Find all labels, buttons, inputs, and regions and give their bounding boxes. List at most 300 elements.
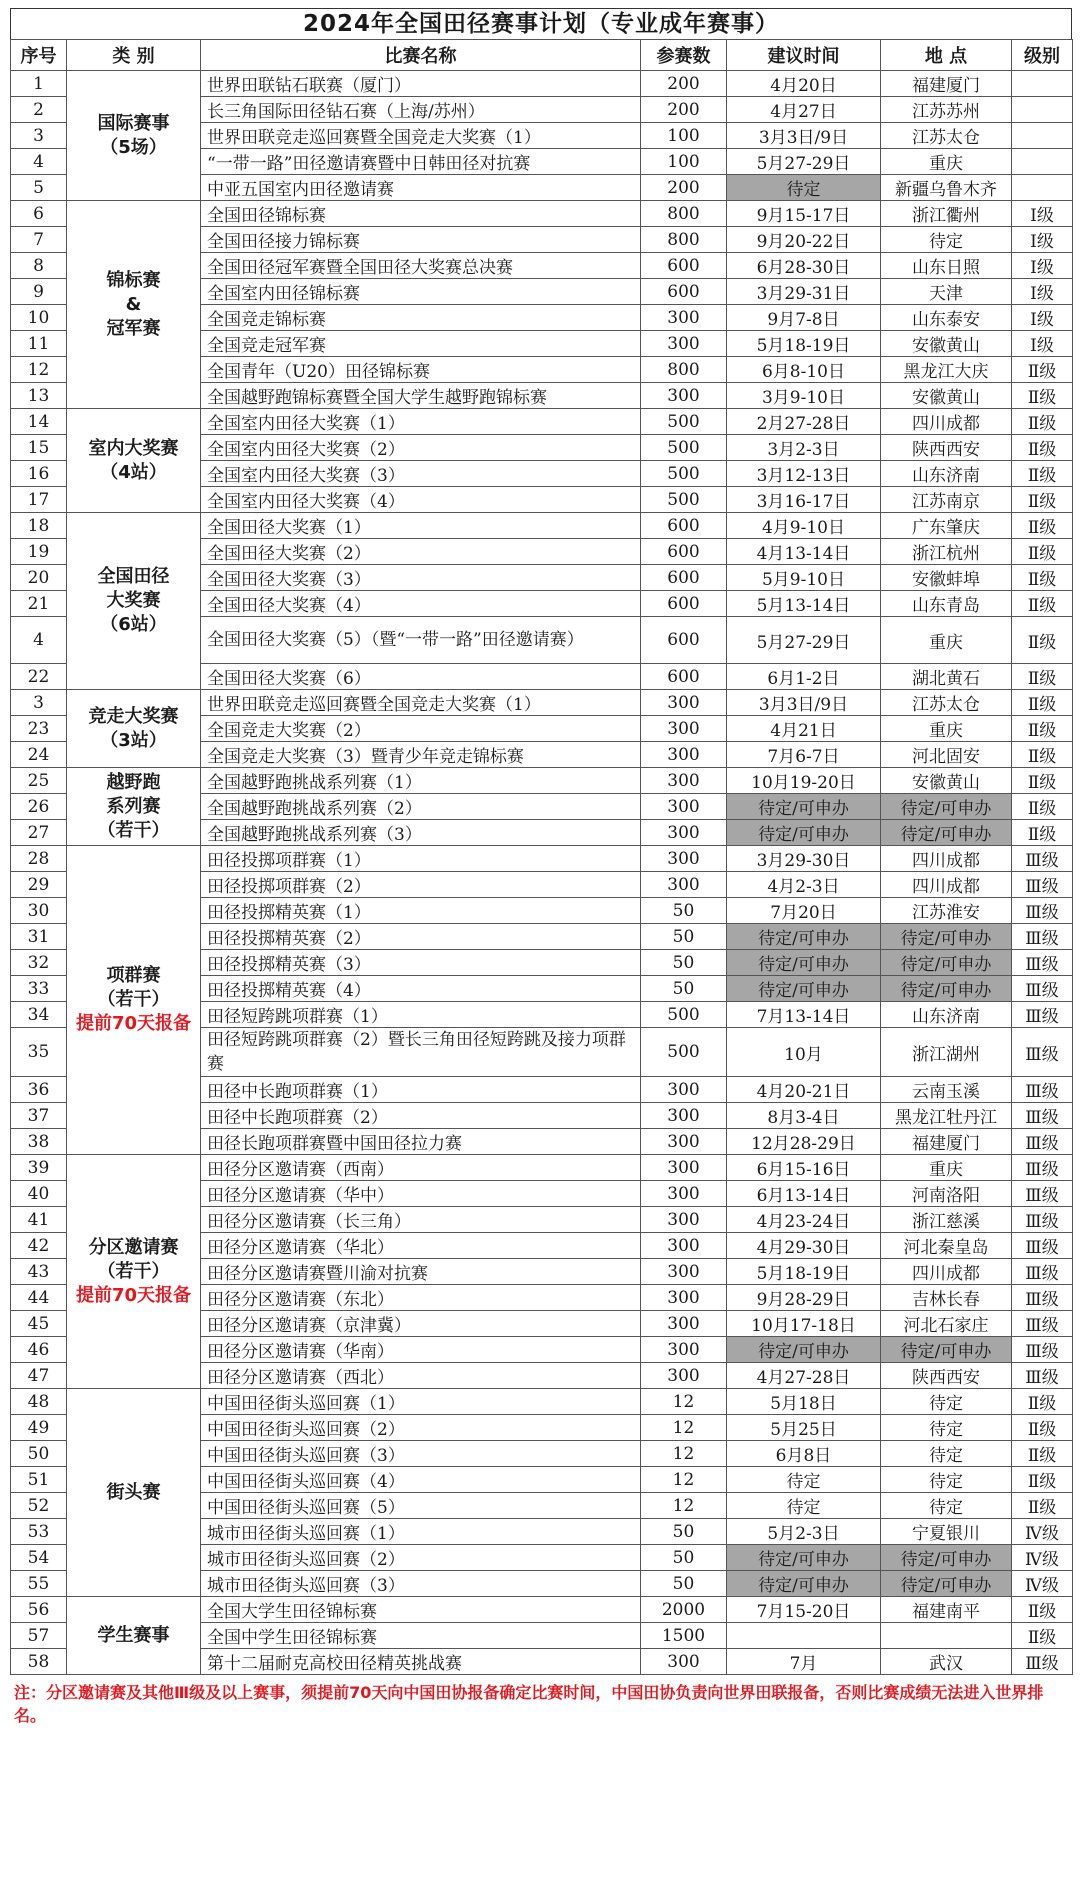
cell-participants: 300 bbox=[641, 768, 727, 794]
cell-date: 4月13-14日 bbox=[727, 539, 881, 565]
cell-location: 黑龙江牡丹江 bbox=[881, 1103, 1012, 1129]
cell-level: Ⅲ级 bbox=[1012, 1028, 1073, 1077]
cell-event-name: 全国青年（U20）田径锦标赛 bbox=[201, 357, 641, 383]
cell-event-name: 全国田径大奖赛（5）（暨“一带一路”田径邀请赛） bbox=[201, 617, 641, 664]
cell-date bbox=[727, 1623, 881, 1649]
cell-event-name: 全国田径冠军赛暨全国田径大奖赛总决赛 bbox=[201, 253, 641, 279]
cell-event-name: 田径投掷精英赛（2） bbox=[201, 924, 641, 950]
cell-event-name: 田径分区邀请赛（西北） bbox=[201, 1363, 641, 1389]
cell-participants: 50 bbox=[641, 898, 727, 924]
cell-participants: 600 bbox=[641, 279, 727, 305]
cell-level: Ⅱ级 bbox=[1012, 591, 1073, 617]
cell-participants: 600 bbox=[641, 513, 727, 539]
cell-location: 新疆乌鲁木齐 bbox=[881, 175, 1012, 201]
cell-level: Ⅱ级 bbox=[1012, 1597, 1073, 1623]
cell-event-name: 全国田径大奖赛（3） bbox=[201, 565, 641, 591]
cell-location: 山东日照 bbox=[881, 253, 1012, 279]
cell-participants: 800 bbox=[641, 227, 727, 253]
cell-participants: 200 bbox=[641, 175, 727, 201]
cell-index: 16 bbox=[11, 461, 67, 487]
cell-index: 52 bbox=[11, 1493, 67, 1519]
cell-participants: 12 bbox=[641, 1493, 727, 1519]
category-cell bbox=[67, 768, 201, 846]
cell-participants: 300 bbox=[641, 1129, 727, 1155]
cell-location: 安徽黄山 bbox=[881, 331, 1012, 357]
cell-participants: 500 bbox=[641, 409, 727, 435]
cell-date: 9月20-22日 bbox=[727, 227, 881, 253]
cell-level: Ⅰ级 bbox=[1012, 279, 1073, 305]
cell-location: 待定/可申办 bbox=[881, 794, 1012, 820]
cell-date: 4月20-21日 bbox=[727, 1077, 881, 1103]
cell-event-name: 长三角国际田径钻石赛（上海/苏州） bbox=[201, 97, 641, 123]
cell-location: 重庆 bbox=[881, 617, 1012, 664]
cell-participants: 12 bbox=[641, 1467, 727, 1493]
cell-level: Ⅲ级 bbox=[1012, 1285, 1073, 1311]
cell-level: Ⅲ级 bbox=[1012, 1077, 1073, 1103]
category-label: 国际赛事 （5场） bbox=[97, 112, 170, 158]
cell-event-name: 中国田径街头巡回赛（3） bbox=[201, 1441, 641, 1467]
cell-event-name: 田径投掷精英赛（4） bbox=[201, 976, 641, 1002]
cell-level: Ⅱ级 bbox=[1012, 435, 1073, 461]
cell-participants: 12 bbox=[641, 1389, 727, 1415]
cell-date: 5月27-29日 bbox=[727, 149, 881, 175]
cell-level: Ⅲ级 bbox=[1012, 872, 1073, 898]
cell-date: 5月13-14日 bbox=[727, 591, 881, 617]
cell-level: Ⅱ级 bbox=[1012, 539, 1073, 565]
cell-index: 50 bbox=[11, 1441, 67, 1467]
cell-index: 14 bbox=[11, 409, 67, 435]
cell-event-name: 第十二届耐克高校田径精英挑战赛 bbox=[201, 1649, 641, 1675]
cell-location: 江苏苏州 bbox=[881, 97, 1012, 123]
cell-index: 10 bbox=[11, 305, 67, 331]
cell-index: 5 bbox=[11, 175, 67, 201]
category-cell bbox=[67, 201, 201, 409]
cell-level: Ⅲ级 bbox=[1012, 1181, 1073, 1207]
cell-location: 福建厦门 bbox=[881, 71, 1012, 97]
cell-date: 3月3日/9日 bbox=[727, 690, 881, 716]
cell-event-name: 城市田径街头巡回赛（1） bbox=[201, 1519, 641, 1545]
cell-participants: 300 bbox=[641, 1311, 727, 1337]
cell-date: 6月1-2日 bbox=[727, 664, 881, 690]
cell-date: 待定/可申办 bbox=[727, 794, 881, 820]
cell-event-name: 全国室内田径锦标赛 bbox=[201, 279, 641, 305]
cell-level: Ⅲ级 bbox=[1012, 1129, 1073, 1155]
cell-level: Ⅰ级 bbox=[1012, 253, 1073, 279]
cell-level: Ⅱ级 bbox=[1012, 565, 1073, 591]
cell-participants: 600 bbox=[641, 664, 727, 690]
cell-location: 重庆 bbox=[881, 149, 1012, 175]
cell-date: 待定/可申办 bbox=[727, 820, 881, 846]
header-category: 类 别 bbox=[67, 40, 201, 71]
cell-date: 待定 bbox=[727, 175, 881, 201]
cell-level: Ⅱ级 bbox=[1012, 794, 1073, 820]
cell-index: 31 bbox=[11, 924, 67, 950]
footnote: 注：分区邀请赛及其他Ⅲ级及以上赛事，须提前70天向中国田协报备确定比赛时间，中国田协负责向世界田联报备，否则比赛成绩无法进入世界排名。 bbox=[14, 1683, 1044, 1725]
cell-location: 浙江衢州 bbox=[881, 201, 1012, 227]
cell-participants: 300 bbox=[641, 1077, 727, 1103]
cell-index: 9 bbox=[11, 279, 67, 305]
advance-notice-label: 提前70天报备 bbox=[75, 1284, 192, 1306]
cell-event-name: 田径投掷项群赛（1） bbox=[201, 846, 641, 872]
cell-event-name: 田径分区邀请赛（东北） bbox=[201, 1285, 641, 1311]
cell-location: 天津 bbox=[881, 279, 1012, 305]
cell-participants: 12 bbox=[641, 1441, 727, 1467]
table-row bbox=[11, 846, 1073, 872]
cell-participants: 300 bbox=[641, 716, 727, 742]
table-row bbox=[11, 1389, 1073, 1415]
cell-level: Ⅱ级 bbox=[1012, 716, 1073, 742]
cell-participants: 800 bbox=[641, 357, 727, 383]
cell-location: 重庆 bbox=[881, 1155, 1012, 1181]
cell-date: 7月13-14日 bbox=[727, 1002, 881, 1028]
cell-event-name: 城市田径街头巡回赛（3） bbox=[201, 1571, 641, 1597]
cell-location: 待定 bbox=[881, 1389, 1012, 1415]
cell-index: 7 bbox=[11, 227, 67, 253]
cell-date: 待定/可申办 bbox=[727, 950, 881, 976]
cell-event-name: 田径分区邀请赛（京津冀） bbox=[201, 1311, 641, 1337]
cell-location: 河北石家庄 bbox=[881, 1311, 1012, 1337]
cell-index: 1 bbox=[11, 71, 67, 97]
category-cell bbox=[67, 513, 201, 690]
cell-participants: 500 bbox=[641, 1002, 727, 1028]
cell-index: 44 bbox=[11, 1285, 67, 1311]
cell-event-name: 田径分区邀请赛（西南） bbox=[201, 1155, 641, 1181]
category-label: 学生赛事 bbox=[97, 1624, 170, 1646]
cell-participants: 200 bbox=[641, 97, 727, 123]
cell-location: 江苏南京 bbox=[881, 487, 1012, 513]
table-row bbox=[11, 201, 1073, 227]
cell-index: 39 bbox=[11, 1155, 67, 1181]
cell-participants: 100 bbox=[641, 149, 727, 175]
cell-level: Ⅲ级 bbox=[1012, 1155, 1073, 1181]
table-row bbox=[11, 513, 1073, 539]
cell-date: 5月27-29日 bbox=[727, 617, 881, 664]
cell-event-name: 全国田径大奖赛（2） bbox=[201, 539, 641, 565]
cell-participants: 300 bbox=[641, 331, 727, 357]
cell-index: 24 bbox=[11, 742, 67, 768]
cell-date: 4月23-24日 bbox=[727, 1207, 881, 1233]
cell-location: 宁夏银川 bbox=[881, 1519, 1012, 1545]
cell-location: 待定 bbox=[881, 1493, 1012, 1519]
cell-level: Ⅱ级 bbox=[1012, 820, 1073, 846]
cell-date: 3月2-3日 bbox=[727, 435, 881, 461]
cell-date: 6月13-14日 bbox=[727, 1181, 881, 1207]
cell-location: 四川成都 bbox=[881, 846, 1012, 872]
cell-location bbox=[881, 1623, 1012, 1649]
category-label: 街头赛 bbox=[106, 1481, 161, 1503]
cell-event-name: 全国越野跑挑战系列赛（1） bbox=[201, 768, 641, 794]
cell-event-name: 田径中长跑项群赛（1） bbox=[201, 1077, 641, 1103]
cell-location: 云南玉溪 bbox=[881, 1077, 1012, 1103]
cell-location: 陕西西安 bbox=[881, 1363, 1012, 1389]
cell-index: 46 bbox=[11, 1337, 67, 1363]
cell-index: 53 bbox=[11, 1519, 67, 1545]
cell-participants: 50 bbox=[641, 976, 727, 1002]
cell-participants: 300 bbox=[641, 794, 727, 820]
cell-location: 江苏太仓 bbox=[881, 690, 1012, 716]
cell-event-name: 全国室内田径大奖赛（4） bbox=[201, 487, 641, 513]
cell-index: 2 bbox=[11, 97, 67, 123]
cell-date: 3月29-31日 bbox=[727, 279, 881, 305]
cell-index: 6 bbox=[11, 201, 67, 227]
cell-date: 3月16-17日 bbox=[727, 487, 881, 513]
table-row bbox=[11, 409, 1073, 435]
category-cell bbox=[67, 71, 201, 201]
cell-date: 待定/可申办 bbox=[727, 1545, 881, 1571]
cell-event-name: 世界田联竞走巡回赛暨全国竞走大奖赛（1） bbox=[201, 123, 641, 149]
cell-index: 37 bbox=[11, 1103, 67, 1129]
cell-participants: 500 bbox=[641, 487, 727, 513]
cell-participants: 50 bbox=[641, 950, 727, 976]
cell-event-name: 田径分区邀请赛（长三角） bbox=[201, 1207, 641, 1233]
cell-date: 8月3-4日 bbox=[727, 1103, 881, 1129]
cell-level: Ⅳ级 bbox=[1012, 1545, 1073, 1571]
cell-level: Ⅲ级 bbox=[1012, 976, 1073, 1002]
cell-location: 陕西西安 bbox=[881, 435, 1012, 461]
cell-index: 23 bbox=[11, 716, 67, 742]
cell-event-name: 全国中学生田径锦标赛 bbox=[201, 1623, 641, 1649]
cell-index: 12 bbox=[11, 357, 67, 383]
cell-index: 29 bbox=[11, 872, 67, 898]
cell-level: Ⅲ级 bbox=[1012, 1649, 1073, 1675]
cell-date: 5月18日 bbox=[727, 1389, 881, 1415]
cell-level: Ⅲ级 bbox=[1012, 1259, 1073, 1285]
cell-location: 待定 bbox=[881, 1415, 1012, 1441]
cell-participants: 300 bbox=[641, 1155, 727, 1181]
cell-level bbox=[1012, 123, 1073, 149]
cell-date: 3月29-30日 bbox=[727, 846, 881, 872]
cell-level: Ⅲ级 bbox=[1012, 1002, 1073, 1028]
cell-index: 15 bbox=[11, 435, 67, 461]
cell-location: 湖北黄石 bbox=[881, 664, 1012, 690]
cell-participants: 600 bbox=[641, 565, 727, 591]
cell-participants: 500 bbox=[641, 435, 727, 461]
cell-index: 40 bbox=[11, 1181, 67, 1207]
header-level: 级别 bbox=[1012, 40, 1073, 71]
cell-location: 待定/可申办 bbox=[881, 924, 1012, 950]
cell-event-name: 全国田径接力锦标赛 bbox=[201, 227, 641, 253]
cell-date: 4月20日 bbox=[727, 71, 881, 97]
cell-index: 38 bbox=[11, 1129, 67, 1155]
category-cell bbox=[67, 846, 201, 1155]
category-label: 全国田径 大奖赛 （6站） bbox=[97, 566, 170, 635]
cell-participants: 300 bbox=[641, 1103, 727, 1129]
advance-notice-label: 提前70天报备 bbox=[75, 1013, 192, 1034]
cell-event-name: 全国竞走冠军赛 bbox=[201, 331, 641, 357]
cell-location: 福建厦门 bbox=[881, 1129, 1012, 1155]
cell-event-name: 世界田联钻石联赛（厦门） bbox=[201, 71, 641, 97]
cell-date: 6月8-10日 bbox=[727, 357, 881, 383]
cell-level: Ⅱ级 bbox=[1012, 513, 1073, 539]
cell-index: 49 bbox=[11, 1415, 67, 1441]
cell-level bbox=[1012, 71, 1073, 97]
cell-date: 4月2-3日 bbox=[727, 872, 881, 898]
header-event-name: 比赛名称 bbox=[201, 40, 641, 71]
cell-date: 9月15-17日 bbox=[727, 201, 881, 227]
cell-index: 58 bbox=[11, 1649, 67, 1675]
cell-event-name: 全国田径大奖赛（4） bbox=[201, 591, 641, 617]
cell-level: Ⅱ级 bbox=[1012, 742, 1073, 768]
cell-date: 7月6-7日 bbox=[727, 742, 881, 768]
cell-event-name: 全国室内田径大奖赛（2） bbox=[201, 435, 641, 461]
cell-participants: 50 bbox=[641, 1571, 727, 1597]
cell-level: Ⅰ级 bbox=[1012, 201, 1073, 227]
category-cell bbox=[67, 1389, 201, 1597]
cell-location: 待定/可申办 bbox=[881, 1337, 1012, 1363]
cell-level: Ⅱ级 bbox=[1012, 1623, 1073, 1649]
cell-participants: 2000 bbox=[641, 1597, 727, 1623]
table-row bbox=[11, 690, 1073, 716]
cell-event-name: 田径分区邀请赛暨川渝对抗赛 bbox=[201, 1259, 641, 1285]
cell-event-name: 全国室内田径大奖赛（3） bbox=[201, 461, 641, 487]
cell-index: 54 bbox=[11, 1545, 67, 1571]
cell-index: 25 bbox=[11, 768, 67, 794]
cell-index: 3 bbox=[11, 690, 67, 716]
cell-date: 4月29-30日 bbox=[727, 1233, 881, 1259]
cell-event-name: 全国越野跑挑战系列赛（2） bbox=[201, 794, 641, 820]
category-label: 锦标赛 & 冠军赛 bbox=[106, 269, 161, 339]
cell-location: 福建南平 bbox=[881, 1597, 1012, 1623]
cell-date: 4月21日 bbox=[727, 716, 881, 742]
cell-participants: 100 bbox=[641, 123, 727, 149]
cell-location: 待定/可申办 bbox=[881, 976, 1012, 1002]
cell-index: 19 bbox=[11, 539, 67, 565]
cell-date: 4月27日 bbox=[727, 97, 881, 123]
cell-event-name: 全国竞走大奖赛（2） bbox=[201, 716, 641, 742]
cell-participants: 300 bbox=[641, 1181, 727, 1207]
cell-location: 山东泰安 bbox=[881, 305, 1012, 331]
cell-location: 安徽蚌埠 bbox=[881, 565, 1012, 591]
cell-level: Ⅱ级 bbox=[1012, 1493, 1073, 1519]
cell-date: 待定/可申办 bbox=[727, 976, 881, 1002]
cell-index: 41 bbox=[11, 1207, 67, 1233]
cell-date: 待定 bbox=[727, 1493, 881, 1519]
cell-location: 待定/可申办 bbox=[881, 820, 1012, 846]
cell-level: Ⅱ级 bbox=[1012, 768, 1073, 794]
cell-index: 11 bbox=[11, 331, 67, 357]
cell-index: 4 bbox=[11, 617, 67, 664]
cell-location: 河北固安 bbox=[881, 742, 1012, 768]
cell-date: 10月 bbox=[727, 1028, 881, 1077]
cell-event-name: 全国竞走锦标赛 bbox=[201, 305, 641, 331]
cell-index: 56 bbox=[11, 1597, 67, 1623]
category-cell bbox=[67, 1597, 201, 1675]
cell-event-name: 田径分区邀请赛（华南） bbox=[201, 1337, 641, 1363]
cell-level: Ⅱ级 bbox=[1012, 487, 1073, 513]
cell-date: 4月27-28日 bbox=[727, 1363, 881, 1389]
cell-participants: 600 bbox=[641, 591, 727, 617]
table-row bbox=[11, 71, 1073, 97]
cell-location: 山东济南 bbox=[881, 461, 1012, 487]
cell-date: 待定/可申办 bbox=[727, 1571, 881, 1597]
cell-event-name: 田径长跑项群赛暨中国田径拉力赛 bbox=[201, 1129, 641, 1155]
cell-location: 四川成都 bbox=[881, 872, 1012, 898]
cell-level: Ⅱ级 bbox=[1012, 1389, 1073, 1415]
cell-participants: 800 bbox=[641, 201, 727, 227]
header-location: 地 点 bbox=[881, 40, 1012, 71]
cell-location: 江苏淮安 bbox=[881, 898, 1012, 924]
cell-participants: 300 bbox=[641, 1233, 727, 1259]
cell-participants: 300 bbox=[641, 1649, 727, 1675]
cell-participants: 200 bbox=[641, 71, 727, 97]
cell-index: 42 bbox=[11, 1233, 67, 1259]
cell-index: 36 bbox=[11, 1077, 67, 1103]
cell-date: 6月28-30日 bbox=[727, 253, 881, 279]
cell-event-name: 中国田径街头巡回赛（1） bbox=[201, 1389, 641, 1415]
cell-participants: 50 bbox=[641, 1519, 727, 1545]
cell-participants: 300 bbox=[641, 742, 727, 768]
cell-index: 3 bbox=[11, 123, 67, 149]
cell-event-name: 田径分区邀请赛（华北） bbox=[201, 1233, 641, 1259]
cell-date: 5月18-19日 bbox=[727, 1259, 881, 1285]
cell-level: Ⅲ级 bbox=[1012, 924, 1073, 950]
cell-date: 7月20日 bbox=[727, 898, 881, 924]
cell-index: 51 bbox=[11, 1467, 67, 1493]
cell-date: 待定/可申办 bbox=[727, 1337, 881, 1363]
cell-participants: 300 bbox=[641, 305, 727, 331]
cell-participants: 300 bbox=[641, 383, 727, 409]
cell-level: Ⅱ级 bbox=[1012, 690, 1073, 716]
cell-index: 33 bbox=[11, 976, 67, 1002]
cell-index: 47 bbox=[11, 1363, 67, 1389]
cell-index: 4 bbox=[11, 149, 67, 175]
cell-location: 河南洛阳 bbox=[881, 1181, 1012, 1207]
cell-event-name: 田径投掷精英赛（1） bbox=[201, 898, 641, 924]
cell-date: 6月15-16日 bbox=[727, 1155, 881, 1181]
cell-level: Ⅲ级 bbox=[1012, 898, 1073, 924]
cell-date: 10月19-20日 bbox=[727, 768, 881, 794]
cell-level: Ⅰ级 bbox=[1012, 331, 1073, 357]
cell-date: 3月3日/9日 bbox=[727, 123, 881, 149]
cell-level: Ⅱ级 bbox=[1012, 1467, 1073, 1493]
cell-location: 待定 bbox=[881, 1467, 1012, 1493]
cell-location: 待定/可申办 bbox=[881, 1571, 1012, 1597]
table-header-row bbox=[11, 40, 1073, 71]
cell-participants: 300 bbox=[641, 846, 727, 872]
cell-level: Ⅲ级 bbox=[1012, 1311, 1073, 1337]
cell-participants: 300 bbox=[641, 1259, 727, 1285]
cell-location: 武汉 bbox=[881, 1649, 1012, 1675]
category-label: 项群赛 （若干） bbox=[97, 965, 170, 1010]
cell-participants: 300 bbox=[641, 1363, 727, 1389]
cell-level: Ⅲ级 bbox=[1012, 1337, 1073, 1363]
cell-date: 4月9-10日 bbox=[727, 513, 881, 539]
cell-index: 57 bbox=[11, 1623, 67, 1649]
cell-event-name: 全国竞走大奖赛（3）暨青少年竞走锦标赛 bbox=[201, 742, 641, 768]
cell-index: 30 bbox=[11, 898, 67, 924]
cell-participants: 12 bbox=[641, 1415, 727, 1441]
category-cell bbox=[67, 409, 201, 513]
cell-date: 9月7-8日 bbox=[727, 305, 881, 331]
cell-event-name: 城市田径街头巡回赛（2） bbox=[201, 1545, 641, 1571]
table-row bbox=[11, 1597, 1073, 1623]
cell-date: 5月25日 bbox=[727, 1415, 881, 1441]
cell-participants: 300 bbox=[641, 690, 727, 716]
cell-date: 5月2-3日 bbox=[727, 1519, 881, 1545]
cell-date: 3月12-13日 bbox=[727, 461, 881, 487]
cell-location: 浙江湖州 bbox=[881, 1028, 1012, 1077]
cell-event-name: 中亚五国室内田径邀请赛 bbox=[201, 175, 641, 201]
cell-event-name: 田径短跨跳项群赛（1） bbox=[201, 1002, 641, 1028]
cell-level: Ⅲ级 bbox=[1012, 950, 1073, 976]
category-cell bbox=[67, 690, 201, 768]
cell-location: 重庆 bbox=[881, 716, 1012, 742]
cell-index: 48 bbox=[11, 1389, 67, 1415]
cell-participants: 300 bbox=[641, 820, 727, 846]
cell-index: 45 bbox=[11, 1311, 67, 1337]
cell-level: Ⅳ级 bbox=[1012, 1571, 1073, 1597]
cell-location: 广东肇庆 bbox=[881, 513, 1012, 539]
